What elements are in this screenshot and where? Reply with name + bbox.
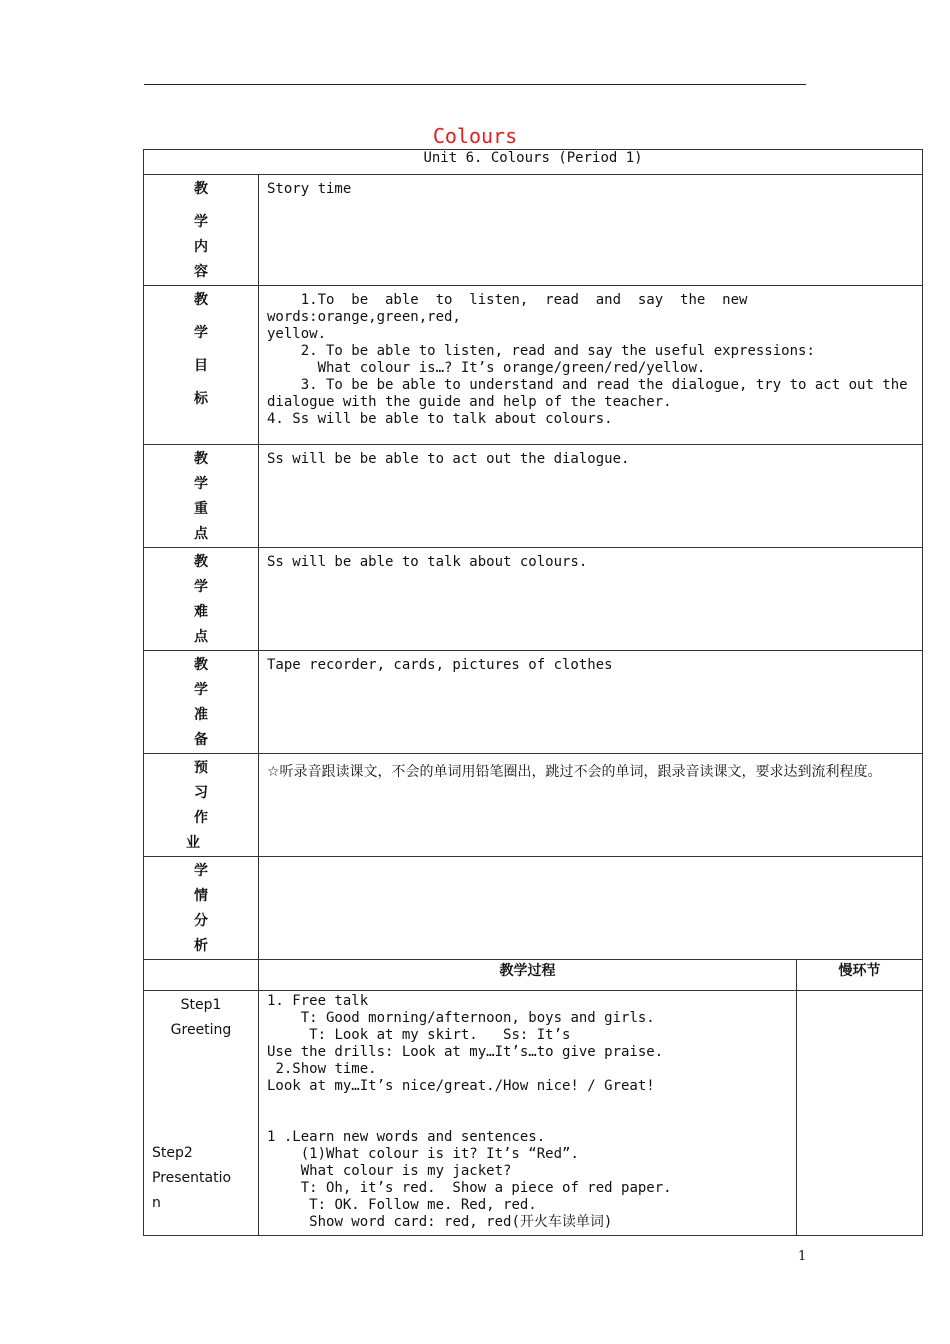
header-rule <box>144 84 806 85</box>
step2-label: Step2 <box>152 1145 193 1161</box>
row-label-objectives: 教 学 目 标 <box>144 286 259 445</box>
row-content-teaching-content: Story time <box>259 175 923 286</box>
unit-heading: Unit 6. Colours (Period 1) <box>144 150 923 175</box>
row-label-student-analysis: 学 情 分 析 <box>144 857 259 960</box>
row-label-difficulties: 教 学 难 点 <box>144 548 259 651</box>
step1-name: Greeting <box>170 1022 232 1038</box>
step-labels: Step1 Greeting Step2 Presentatio n <box>144 991 259 1236</box>
process-header: 教学过程 <box>259 960 797 991</box>
row-content-student-analysis <box>259 857 923 960</box>
row-content-objectives: 1.To be able to listen, read and say the new words:orange,green,red, yellow. 2. To be able to listen, read and say the useful expressions: What colour is…? It’s orange/green/red/yellow. 3. To be be able to understand and read the dialogue, try to act out the dialogue with the guide and help of the teacher. 4. Ss will be able to talk about colours. <box>259 286 923 445</box>
row-content-preview-homework: ☆听录音跟读课文，不会的单词用铅笔圈出，跳过不会的单词，跟录音读课文，要求达到流利程度。 <box>259 754 923 857</box>
process-header-blank <box>144 960 259 991</box>
row-label-key-points: 教 学 重 点 <box>144 445 259 548</box>
row-content-key-points: Ss will be be able to act out the dialogue. <box>259 445 923 548</box>
row-label-preparation: 教 学 准 备 <box>144 651 259 754</box>
row-content-preparation: Tape recorder, cards, pictures of clothes <box>259 651 923 754</box>
step2-name: Presentatio <box>152 1170 232 1186</box>
slow-section-content <box>797 991 923 1236</box>
row-label-preview-homework: 预 习 作 业 <box>144 754 259 857</box>
row-content-difficulties: Ss will be able to talk about colours. <box>259 548 923 651</box>
document-title: Colours <box>432 124 518 148</box>
process-content: 1. Free talk T: Good morning/afternoon, boys and girls. T: Look at my skirt. Ss: It’s Use the drills: Look at my…It’s…to give praise. 2.Show time. Look at my…It’s nice/great./How nice! / Great! 1 .Learn new words and sentences. (1)What colour is it? It’s “Red”. What colour is my jacket? T: Oh, it’s red. Show a piece of red paper. T: OK. Follow me. Red, red. Show word card: red, red(开火车读单词) <box>259 991 797 1236</box>
slow-section-header: 慢环节 <box>797 960 923 991</box>
page-number: 1 <box>798 1249 807 1264</box>
row-label-content: 教 学 内 容 <box>144 175 259 286</box>
lesson-plan-table <box>143 149 923 1236</box>
step1-label: Step1 <box>180 997 222 1013</box>
